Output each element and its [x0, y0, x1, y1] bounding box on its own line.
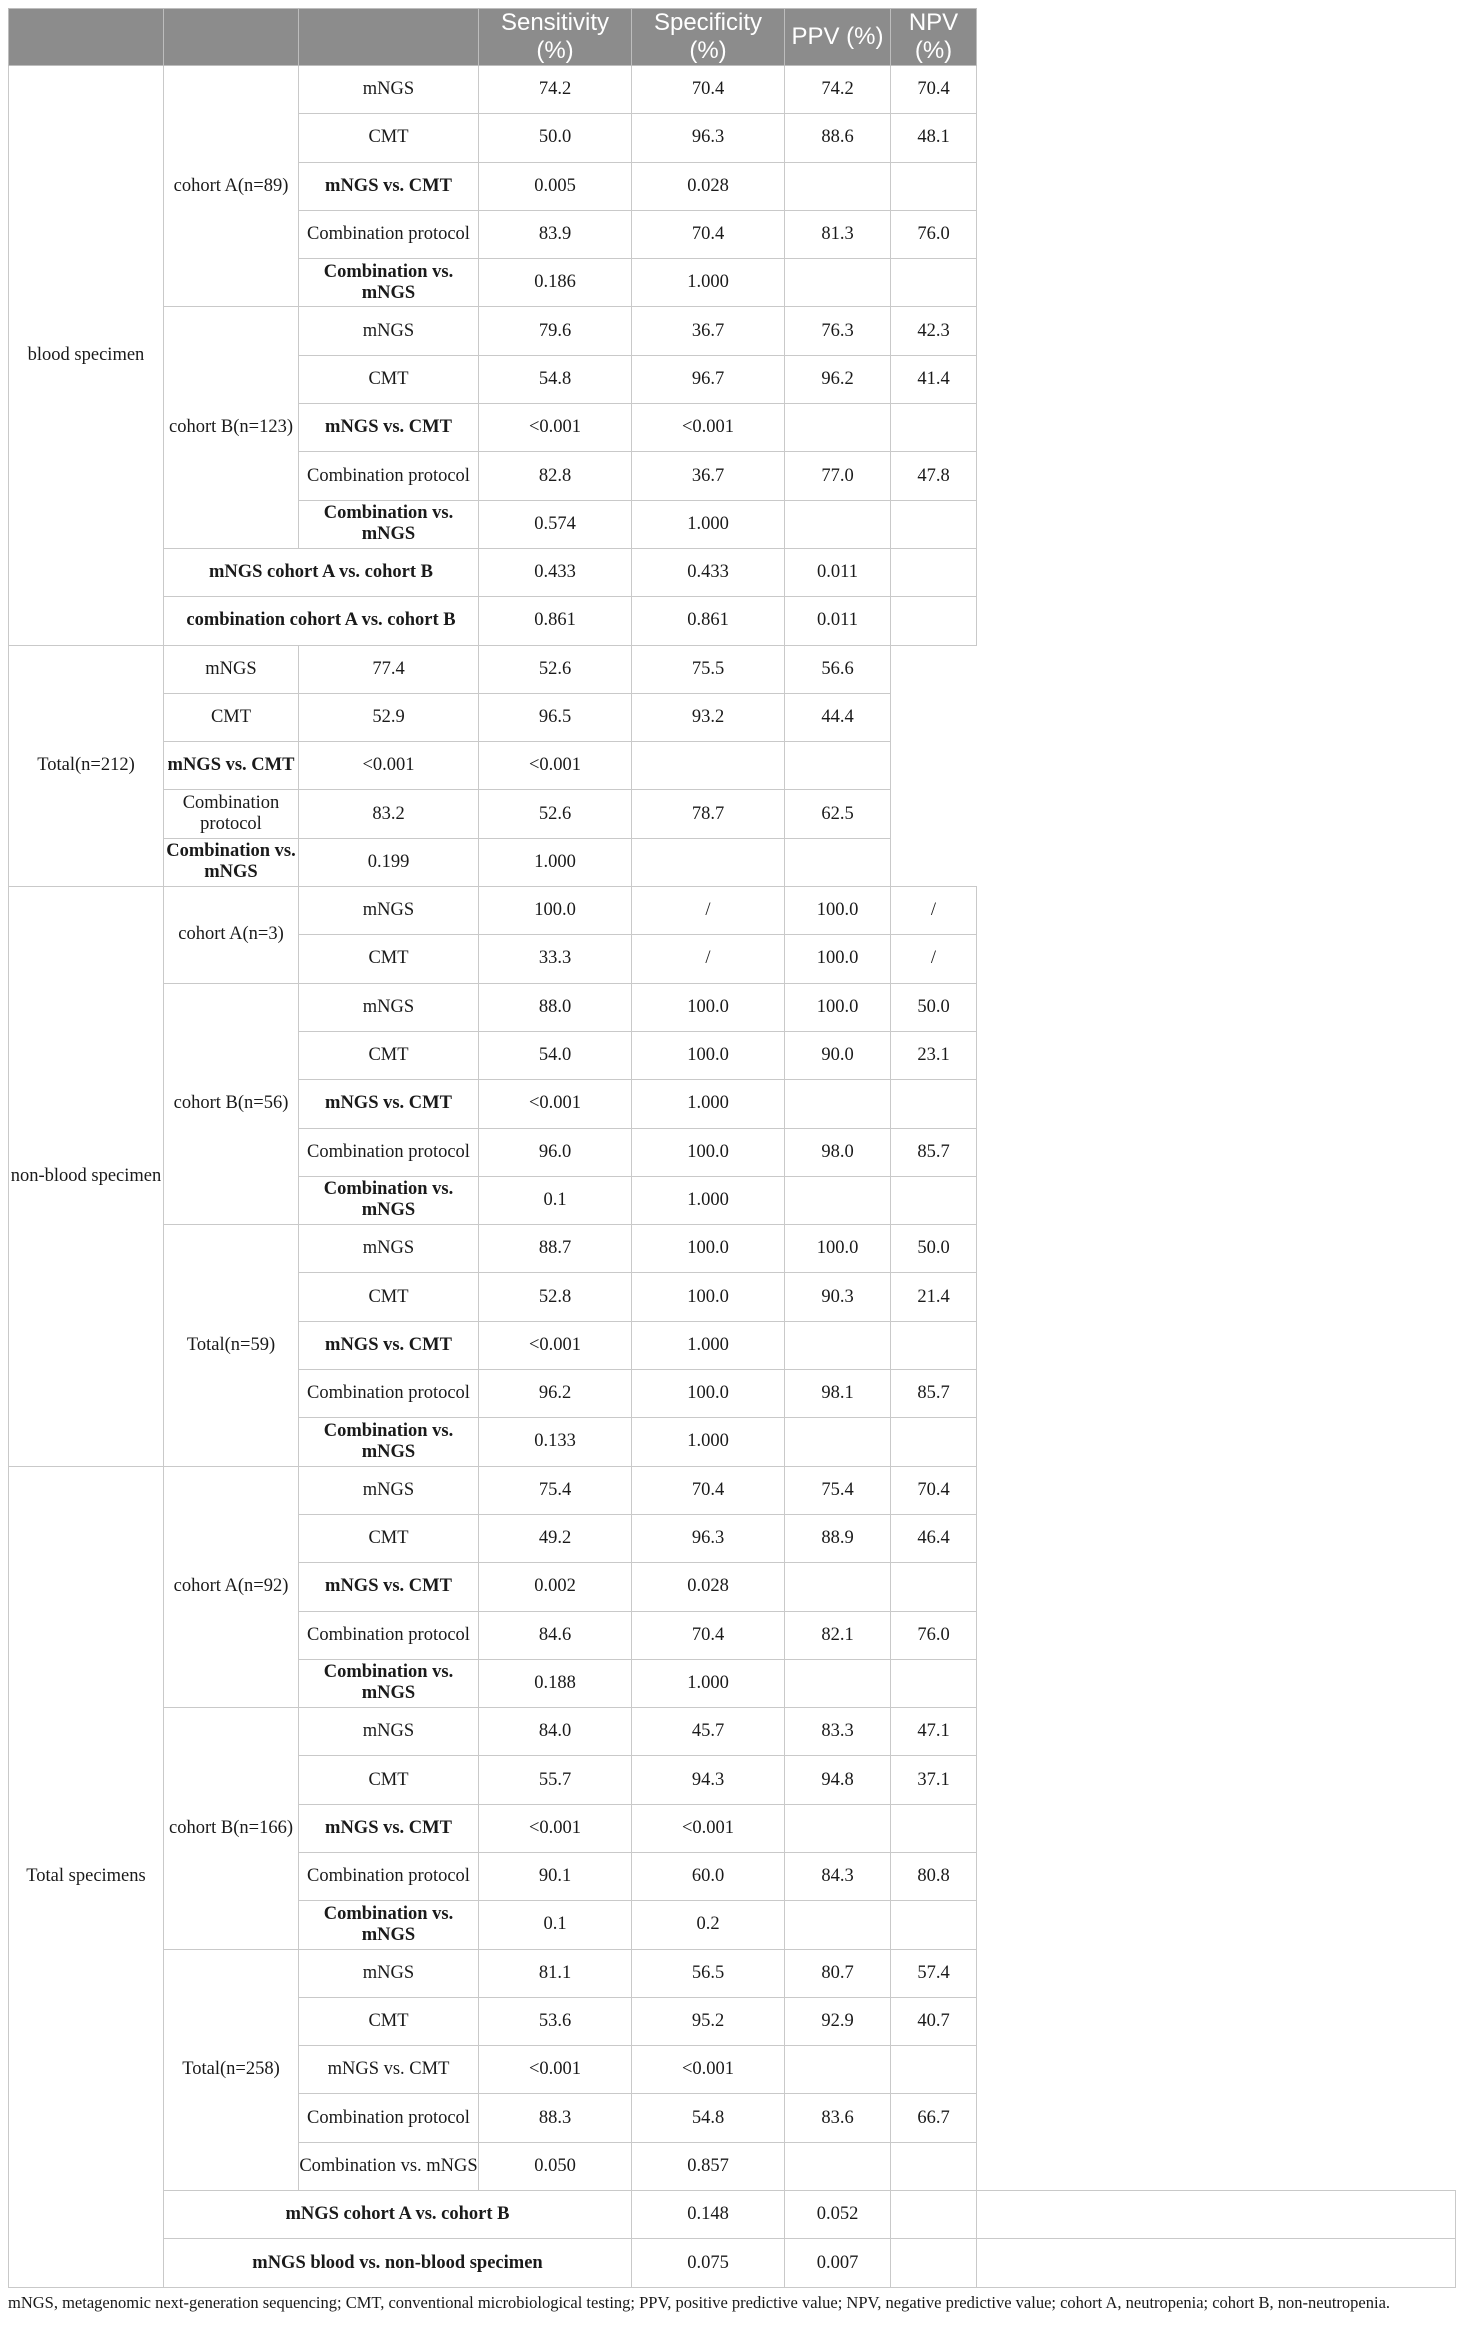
table-row	[9, 548, 1456, 596]
ppv-cell: 77.0	[785, 452, 891, 500]
method-cell: mNGS	[299, 887, 479, 935]
ppv-cell: 74.2	[785, 66, 891, 114]
sensitivity-cell: 88.3	[479, 2094, 632, 2142]
method-cell: mNGS	[164, 645, 299, 693]
comparison-label: mNGS cohort A vs. cohort B	[164, 2191, 632, 2239]
npv-cell	[891, 404, 977, 452]
ppv-cell	[785, 1321, 891, 1369]
specificity-cell: 95.2	[632, 1997, 785, 2045]
specificity-cell: 96.5	[479, 693, 632, 741]
ppv-cell	[891, 2191, 977, 2239]
npv-cell: 44.4	[785, 693, 891, 741]
specificity-cell: 70.4	[632, 1611, 785, 1659]
npv-cell	[891, 1901, 977, 1949]
npv-cell: 70.4	[891, 1466, 977, 1514]
ppv-cell: 100.0	[785, 1225, 891, 1273]
npv-cell: 41.4	[891, 355, 977, 403]
sensitivity-cell: 0.1	[479, 1901, 632, 1949]
npv-cell	[891, 1804, 977, 1852]
sensitivity-cell: 0.1	[479, 1176, 632, 1224]
sensitivity-cell: 79.6	[479, 307, 632, 355]
specificity-cell: 1.000	[632, 1080, 785, 1128]
method-cell: CMT	[299, 1514, 479, 1562]
ppv-cell	[785, 404, 891, 452]
cohort-label: cohort B(n=123)	[164, 307, 299, 548]
ppv-cell: 93.2	[632, 693, 785, 741]
specificity-cell: 0.2	[632, 1901, 785, 1949]
table-row	[9, 983, 1456, 1031]
method-cell: Combination protocol	[299, 1128, 479, 1176]
npv-cell: 80.8	[891, 1852, 977, 1900]
table-row	[9, 2191, 1456, 2239]
table-body	[9, 66, 1456, 2288]
header-row	[9, 9, 1456, 66]
npv-cell: 47.1	[891, 1708, 977, 1756]
group-label: non-blood specimen	[9, 887, 164, 1467]
method-cell: mNGS	[299, 1466, 479, 1514]
ppv-cell	[785, 162, 891, 210]
method-cell: Combination vs. mNGS	[299, 1418, 479, 1466]
header-group	[9, 9, 164, 66]
specificity-cell: /	[632, 887, 785, 935]
npv-cell: 66.7	[891, 2094, 977, 2142]
ppv-cell	[785, 1080, 891, 1128]
specificity-cell: 1.000	[632, 1321, 785, 1369]
method-cell: Combination protocol	[299, 1611, 479, 1659]
sensitivity-cell: 0.188	[479, 1659, 632, 1707]
specificity-cell: 96.7	[632, 355, 785, 403]
sensitivity-cell: <0.001	[479, 404, 632, 452]
specificity-cell: 94.3	[632, 1756, 785, 1804]
ppv-cell: 100.0	[785, 983, 891, 1031]
method-cell: mNGS vs. CMT	[299, 1563, 479, 1611]
method-cell: mNGS vs. CMT	[299, 162, 479, 210]
sensitivity-cell: 88.0	[479, 983, 632, 1031]
comparison-label: combination cohort A vs. cohort B	[164, 597, 479, 645]
ppv-cell: 100.0	[785, 887, 891, 935]
ppv-cell: 78.7	[632, 790, 785, 838]
specificity-cell: 52.6	[479, 790, 632, 838]
sensitivity-cell: 54.0	[479, 1031, 632, 1079]
table-row	[9, 887, 1456, 935]
header-npv: NPV (%)	[891, 9, 977, 66]
table-row	[9, 1949, 1456, 1997]
specificity-cell: 96.3	[632, 1514, 785, 1562]
cohort-label: Total(n=212)	[9, 645, 164, 886]
specificity-cell: 0.433	[632, 548, 785, 596]
specificity-cell: 1.000	[479, 838, 632, 886]
specificity-cell: 0.028	[632, 162, 785, 210]
ppv-cell: 84.3	[785, 1852, 891, 1900]
specificity-cell: 70.4	[632, 210, 785, 258]
method-cell: Combination vs. mNGS	[299, 259, 479, 307]
specificity-cell: <0.001	[632, 2046, 785, 2094]
sensitivity-cell: 0.148	[632, 2191, 785, 2239]
comparison-label: mNGS cohort A vs. cohort B	[164, 548, 479, 596]
npv-cell: 48.1	[891, 114, 977, 162]
npv-cell: 62.5	[785, 790, 891, 838]
ppv-cell	[785, 500, 891, 548]
sensitivity-cell: <0.001	[299, 742, 479, 790]
table-row	[9, 1466, 1456, 1514]
comparison-label: mNGS blood vs. non-blood specimen	[164, 2239, 632, 2287]
specificity-cell: 0.857	[632, 2142, 785, 2190]
ppv-cell: 92.9	[785, 1997, 891, 2045]
sensitivity-cell: 53.6	[479, 1997, 632, 2045]
npv-cell: 57.4	[891, 1949, 977, 1997]
specificity-cell: 52.6	[479, 645, 632, 693]
header-ppv: PPV (%)	[785, 9, 891, 66]
sensitivity-cell: 100.0	[479, 887, 632, 935]
ppv-cell: 83.6	[785, 2094, 891, 2142]
sensitivity-cell: 83.2	[299, 790, 479, 838]
specificity-cell: 0.052	[785, 2191, 891, 2239]
specificity-cell: 96.3	[632, 114, 785, 162]
sensitivity-cell: <0.001	[479, 1804, 632, 1852]
npv-cell	[891, 1176, 977, 1224]
table-row	[9, 307, 1456, 355]
sensitivity-cell: 0.186	[479, 259, 632, 307]
method-cell: Combination vs. mNGS	[164, 838, 299, 886]
specificity-cell: 45.7	[632, 1708, 785, 1756]
specificity-cell: 0.007	[785, 2239, 891, 2287]
specificity-cell: 100.0	[632, 1370, 785, 1418]
sensitivity-cell: 0.433	[479, 548, 632, 596]
cohort-label: cohort B(n=166)	[164, 1708, 299, 1949]
ppv-cell: 98.1	[785, 1370, 891, 1418]
sensitivity-cell: 0.050	[479, 2142, 632, 2190]
cohort-label: cohort A(n=89)	[164, 66, 299, 307]
npv-cell: 37.1	[891, 1756, 977, 1804]
sensitivity-cell: <0.001	[479, 1080, 632, 1128]
npv-cell: /	[891, 935, 977, 983]
ppv-cell: 82.1	[785, 1611, 891, 1659]
npv-cell	[891, 2142, 977, 2190]
method-cell: mNGS vs. CMT	[299, 1321, 479, 1369]
ppv-cell	[785, 1659, 891, 1707]
method-cell: CMT	[299, 1997, 479, 2045]
header-cohort	[164, 9, 299, 66]
npv-cell	[785, 742, 891, 790]
ppv-cell	[632, 742, 785, 790]
sensitivity-cell: 83.9	[479, 210, 632, 258]
method-cell: Combination vs. mNGS	[299, 1659, 479, 1707]
method-cell: CMT	[164, 693, 299, 741]
ppv-cell: 98.0	[785, 1128, 891, 1176]
ppv-cell: 75.4	[785, 1466, 891, 1514]
npv-cell	[891, 1659, 977, 1707]
method-cell: Combination vs. mNGS	[299, 1176, 479, 1224]
method-cell: Combination vs. mNGS	[299, 1901, 479, 1949]
method-cell: mNGS	[299, 983, 479, 1031]
npv-cell	[977, 2239, 1456, 2287]
method-cell: mNGS vs. CMT	[299, 1080, 479, 1128]
method-cell: CMT	[299, 114, 479, 162]
group-label: blood specimen	[9, 66, 164, 646]
sensitivity-cell: 55.7	[479, 1756, 632, 1804]
ppv-cell	[785, 1901, 891, 1949]
npv-cell: /	[891, 887, 977, 935]
npv-cell	[891, 1418, 977, 1466]
method-cell: Combination protocol	[299, 1370, 479, 1418]
specificity-cell: 36.7	[632, 307, 785, 355]
method-cell: Combination protocol	[164, 790, 299, 838]
npv-cell	[891, 500, 977, 548]
method-cell: mNGS	[299, 1949, 479, 1997]
npv-cell	[891, 1321, 977, 1369]
npv-cell: 85.7	[891, 1128, 977, 1176]
specificity-cell: 70.4	[632, 66, 785, 114]
npv-cell: 42.3	[891, 307, 977, 355]
group-label: Total specimens	[9, 1466, 164, 2287]
sensitivity-cell: 0.133	[479, 1418, 632, 1466]
specificity-cell: 1.000	[632, 1659, 785, 1707]
ppv-cell: 96.2	[785, 355, 891, 403]
npv-cell	[891, 597, 977, 645]
ppv-cell: 83.3	[785, 1708, 891, 1756]
npv-cell: 50.0	[891, 1225, 977, 1273]
sensitivity-cell: 0.861	[479, 597, 632, 645]
specificity-cell: 70.4	[632, 1466, 785, 1514]
npv-cell	[891, 2046, 977, 2094]
sensitivity-cell: <0.001	[479, 2046, 632, 2094]
sensitivity-cell: 0.005	[479, 162, 632, 210]
sensitivity-cell: 90.1	[479, 1852, 632, 1900]
cohort-label: cohort A(n=92)	[164, 1466, 299, 1707]
ppv-cell: 100.0	[785, 935, 891, 983]
header-method	[299, 9, 479, 66]
method-cell: Combination protocol	[299, 2094, 479, 2142]
results-table	[8, 8, 1456, 2288]
specificity-cell: <0.001	[479, 742, 632, 790]
ppv-cell	[632, 838, 785, 886]
specificity-cell: 100.0	[632, 1031, 785, 1079]
specificity-cell: 36.7	[632, 452, 785, 500]
cohort-label: Total(n=59)	[164, 1225, 299, 1466]
ppv-cell: 94.8	[785, 1756, 891, 1804]
ppv-cell	[891, 2239, 977, 2287]
sensitivity-cell: 81.1	[479, 1949, 632, 1997]
table-row	[9, 645, 1456, 693]
method-cell: Combination protocol	[299, 452, 479, 500]
ppv-cell: 80.7	[785, 1949, 891, 1997]
npv-cell: 47.8	[891, 452, 977, 500]
specificity-cell: 56.5	[632, 1949, 785, 1997]
sensitivity-cell: 0.199	[299, 838, 479, 886]
npv-cell	[891, 1080, 977, 1128]
sensitivity-cell: 49.2	[479, 1514, 632, 1562]
specificity-cell: 100.0	[632, 983, 785, 1031]
specificity-cell: 60.0	[632, 1852, 785, 1900]
header-sensitivity: Sensitivity (%)	[479, 9, 632, 66]
table-row	[9, 838, 1456, 886]
sensitivity-cell: 0.002	[479, 1563, 632, 1611]
npv-cell: 70.4	[891, 66, 977, 114]
ppv-cell	[785, 1804, 891, 1852]
npv-cell: 50.0	[891, 983, 977, 1031]
ppv-cell	[785, 259, 891, 307]
specificity-cell: <0.001	[632, 404, 785, 452]
method-cell: mNGS	[299, 1708, 479, 1756]
method-cell: mNGS	[299, 66, 479, 114]
npv-cell: 40.7	[891, 1997, 977, 2045]
sensitivity-cell: 54.8	[479, 355, 632, 403]
method-cell: CMT	[299, 355, 479, 403]
sensitivity-cell: 33.3	[479, 935, 632, 983]
npv-cell	[977, 2191, 1456, 2239]
method-cell: Combination vs. mNGS	[299, 500, 479, 548]
specificity-cell: 0.861	[632, 597, 785, 645]
npv-cell: 23.1	[891, 1031, 977, 1079]
specificity-cell: 1.000	[632, 1176, 785, 1224]
npv-cell	[785, 838, 891, 886]
ppv-cell: 0.011	[785, 597, 891, 645]
specificity-cell: 54.8	[632, 2094, 785, 2142]
sensitivity-cell: 0.075	[632, 2239, 785, 2287]
table-row	[9, 790, 1456, 838]
method-cell: CMT	[299, 1756, 479, 1804]
specificity-cell: 100.0	[632, 1225, 785, 1273]
npv-cell: 76.0	[891, 1611, 977, 1659]
sensitivity-cell: 75.4	[479, 1466, 632, 1514]
table-row	[9, 66, 1456, 114]
sensitivity-cell: 84.0	[479, 1708, 632, 1756]
ppv-cell	[785, 2046, 891, 2094]
sensitivity-cell: 0.574	[479, 500, 632, 548]
sensitivity-cell: <0.001	[479, 1321, 632, 1369]
sensitivity-cell: 52.9	[299, 693, 479, 741]
ppv-cell: 88.6	[785, 114, 891, 162]
npv-cell	[891, 259, 977, 307]
table-row	[9, 1708, 1456, 1756]
npv-cell: 46.4	[891, 1514, 977, 1562]
npv-cell: 76.0	[891, 210, 977, 258]
ppv-cell: 90.3	[785, 1273, 891, 1321]
specificity-cell: 1.000	[632, 1418, 785, 1466]
ppv-cell: 90.0	[785, 1031, 891, 1079]
ppv-cell	[785, 1418, 891, 1466]
ppv-cell: 88.9	[785, 1514, 891, 1562]
ppv-cell: 0.011	[785, 548, 891, 596]
method-cell: CMT	[299, 1273, 479, 1321]
specificity-cell: <0.001	[632, 1804, 785, 1852]
method-cell: Combination protocol	[299, 210, 479, 258]
specificity-cell: 100.0	[632, 1128, 785, 1176]
cohort-label: Total(n=258)	[164, 1949, 299, 2190]
sensitivity-cell: 88.7	[479, 1225, 632, 1273]
specificity-cell: 100.0	[632, 1273, 785, 1321]
specificity-cell: 1.000	[632, 259, 785, 307]
ppv-cell: 75.5	[632, 645, 785, 693]
ppv-cell	[785, 1563, 891, 1611]
sensitivity-cell: 52.8	[479, 1273, 632, 1321]
header-specificity: Specificity (%)	[632, 9, 785, 66]
specificity-cell: 1.000	[632, 500, 785, 548]
ppv-cell: 81.3	[785, 210, 891, 258]
method-cell: mNGS vs. CMT	[164, 742, 299, 790]
specificity-cell: 0.028	[632, 1563, 785, 1611]
method-cell: Combination vs. mNGS	[299, 2142, 479, 2190]
table-row	[9, 742, 1456, 790]
ppv-cell: 76.3	[785, 307, 891, 355]
method-cell: mNGS vs. CMT	[299, 404, 479, 452]
specificity-cell: /	[632, 935, 785, 983]
npv-cell: 85.7	[891, 1370, 977, 1418]
method-cell: mNGS	[299, 1225, 479, 1273]
ppv-cell	[785, 2142, 891, 2190]
npv-cell	[891, 162, 977, 210]
method-cell: mNGS vs. CMT	[299, 1804, 479, 1852]
ppv-cell	[785, 1176, 891, 1224]
method-cell: CMT	[299, 935, 479, 983]
sensitivity-cell: 96.2	[479, 1370, 632, 1418]
sensitivity-cell: 74.2	[479, 66, 632, 114]
table-row	[9, 693, 1456, 741]
cohort-label: cohort A(n=3)	[164, 887, 299, 984]
npv-cell: 56.6	[785, 645, 891, 693]
sensitivity-cell: 77.4	[299, 645, 479, 693]
method-cell: CMT	[299, 1031, 479, 1079]
table-row	[9, 2239, 1456, 2287]
method-cell: mNGS	[299, 307, 479, 355]
sensitivity-cell: 50.0	[479, 114, 632, 162]
npv-cell	[891, 548, 977, 596]
method-cell: mNGS vs. CMT	[299, 2046, 479, 2094]
npv-cell: 21.4	[891, 1273, 977, 1321]
table-footnote: mNGS, metagenomic next-generation sequencing; CMT, conventional microbiological testing; PPV, positive predictive value; NPV, negative predictive value; cohort A, neutropenia; cohort B, non-neutropenia.	[8, 2293, 1391, 2312]
sensitivity-cell: 96.0	[479, 1128, 632, 1176]
cohort-label: cohort B(n=56)	[164, 983, 299, 1224]
npv-cell	[891, 1563, 977, 1611]
sensitivity-cell: 84.6	[479, 1611, 632, 1659]
sensitivity-cell: 82.8	[479, 452, 632, 500]
method-cell: Combination protocol	[299, 1852, 479, 1900]
table-row	[9, 1225, 1456, 1273]
table-row	[9, 597, 1456, 645]
